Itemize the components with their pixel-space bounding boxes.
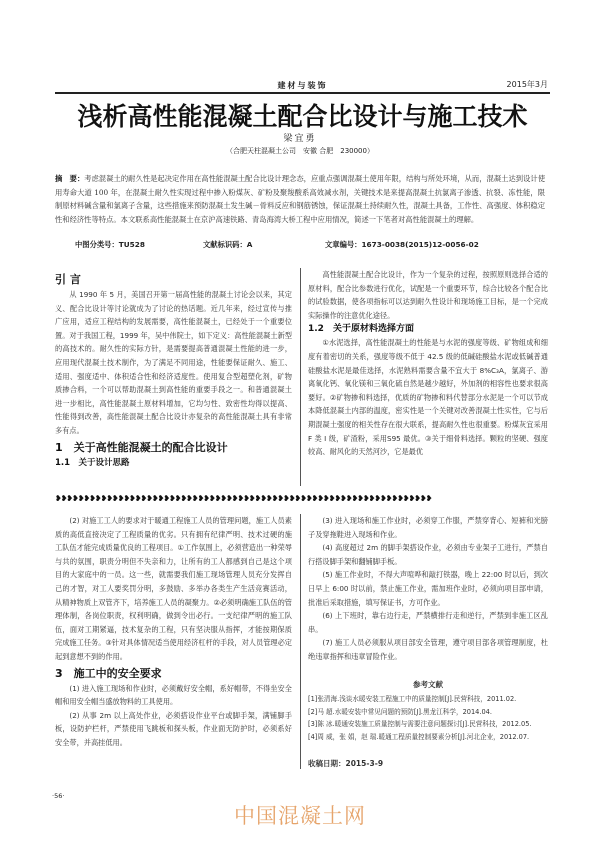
safety-item-6: (6) 上下班时，靠右边行走，严禁横排行走和逆行，严禁到非施工区乱串。 (308, 611, 548, 634)
section-1-2-heading: 1.2 关于原材料选择方面 (308, 324, 414, 335)
upper-right-column (308, 268, 548, 459)
abstract (55, 172, 545, 226)
lower-right-column (308, 514, 548, 771)
clc-number: 中图分类号：TU528 (75, 240, 145, 249)
issue-date: 2015年3月 (506, 80, 548, 89)
safety-item-3: (3) 进入现场和施工作业时，必须穿工作服，严禁穿背心、短裤和光膀子及穿拖鞋进入现场和作业。 (308, 516, 548, 539)
header-rule (55, 92, 550, 94)
upper-left-column (55, 270, 292, 470)
document-code: 文献标识码：A (203, 240, 253, 249)
article-title: 浅析高性能混凝土配合比设计与施工技术 (77, 102, 528, 131)
column-rule-upper (300, 268, 301, 486)
worker-requirements-paragraph: (2) 对施工工人的要求对于暖通工程施工人员的管理问题，施工人员素质的高低直接决定了工程质量的优劣。只有拥有纪律严明、技术过硬的施工队伍才能完成质量优良的工程项目。①工作氛围上，必须营造出一种荣辱与共的氛围，职责分明但不失亲和力，让所有的工人都感到自己是这个项目的大家庭中的一员。这一些，就需要我们施工现场管理人员充分发挥自己的才智，对工人要奖罚分明，多鼓励、多举办各类生产生活竞赛活动，从精神物质上双管齐下，培养施工人员的凝聚力。②必须明确施工队伍的管理体制，各岗位职责，权利明确，做到令出必行。一支纪律严明的施工队伍，面对工期紧逼，技术复杂的工程，只有坚决服从指挥，才能按期保质完成施工任务。③针对具体情况适当使用经济杠杆的手段，对人员管理必定起到意想不到的作用。 (55, 516, 292, 661)
mix-design-paragraph: 高性能混凝土配合比设计，作为一个复杂的过程，按照原则选择合适的原材料，配合比参数进行优化，试配是一个重要环节，综合比较各个配合比的试验数据，使各项指标可以达到耐久性设计和现场施工目标，是一个完成实际操作的注意优化途径。 (308, 270, 548, 320)
author-affiliation: （合肥天柱混凝土公司 安徽 合肥 230000） (226, 147, 374, 155)
column-rule-lower (300, 514, 301, 769)
reference-item: [2]马 超.水暖安装中常见问题的预防[J].黑龙江科学，2014.04. (308, 707, 492, 716)
reference-item: [4]周 威，张 娟，赵 瑞.暖通工程质量控制要素分析[J].河北企业，2012.07. (308, 732, 530, 741)
safety-item-5: (5) 施工作业时，不得大声喧哗和敲打铁器，晚上 22:00 时以后，到次日早上 6:00 时以前，禁止施工作业，需加班作业时，必须向项目部申请，批准后采取措施，填写保证书，方可作业。 (308, 570, 548, 607)
safety-item-4: (4) 高度超过 2m 的脚手架搭设作业，必须由专业架子工进行，严禁自行搭设脚手架和翻铺脚手板。 (308, 543, 548, 566)
page-number: ·56· (52, 792, 65, 800)
safety-item-7: (7) 施工人员必须服从项目部安全管理，遵守项目部各项管理制度，杜绝违章指挥和违章冒险作业。 (308, 638, 548, 661)
materials-paragraph: ①水泥选择，高性能混凝土的性能是与水泥的强度等级、矿物组成和细度有着密切的关系，强度等级不低于 42.5 级的低碱硅酸盐水泥或低碱普通硅酸盐水泥是最佳选择，水泥熟料需要含量不宜大于 8%C₃A，氯离子、游离氧化钙、氧化镁和三氧化硫自然是越少越好，外加剂的相容性也要求很高要好。②矿物掺和料选择，优质的矿物掺和料代替部分水泥是一个可以节成本降低混凝土内部的温度，密实性是一个关键对改善混凝土性实性，它与后期混凝土强度的相关性存在很大联系，提高耐久性也很重要。粉煤灰宜采用 F 类 Ⅰ 级，矿渣粉，采用S95 最优。③关于细骨料选择。颗粒的坚硬、强度较高、耐风化的天然河沙，它是最优 (308, 338, 548, 457)
lower-left-column (55, 514, 292, 750)
safety-item-2: (2) 从事 2m 以上高处作业，必须搭设作业平台或脚手架，满铺脚手板，设防护栏杆，严禁使用飞跳板和探头板，作业面无防护时，必须系好安全带，并高挂低用。 (55, 710, 292, 747)
section-3-heading: 3 施工中的安全要求 (55, 666, 162, 680)
reference-item: [1]张清海.浅谈水暖安装工程施工中的质量控制[J].民营科技，2011.02. (308, 695, 517, 704)
abstract-text: 考虑混凝土的耐久性是起决定作用在高性能混凝土配合比设计理念态，应重点强调混凝土使用年限，结构与所处环境，从而，混凝土达到设计使用寿命大道 100 年，在混凝土耐久性实现过程中掺入粉煤灰、矿粉及聚羧酸系高效减水剂，关键技术是来提高混凝土抗氯离子渗透、抗裂、冻性能，限制原材料碱含量和氯离子含量，这些措施来预防混凝土发生碱－骨料反应和钢筋锈蚀，保证混凝土持续耐久性，混凝土具备，工作性、高强度、体积稳定性和经济性等特点。本文联系高性能混凝土在京沪高速铁路、青岛海湾大桥工程中应用情况，简述一下笔者对高性能混凝土的理解。 (55, 174, 546, 224)
watermark-logo: 中国混凝土网 (234, 804, 366, 828)
article-number: 文章编号：1673-0038(2015)12-0056-02 (325, 240, 479, 249)
running-header (55, 78, 550, 92)
abstract-label: 摘 要： (55, 174, 85, 183)
journal-name: 建材与装饰 (277, 81, 328, 90)
intro-paragraph: 从 1990 年 5 月，美国召开第一届高性能的混凝土讨论会以来，其定义、配合比设计等讨论就成为了讨论的热话题。近几年来，经过宣传与推广应用，适应工程结构的发展需要，高性能混凝土，已经处于一个重要位置。对于我国工程，1999 年，吴中伟院士，如下定义：高性能混凝土新型的高技术的。耐久性的实际方针，是需要提高普通混凝土性能的进一步，应用现代混凝土技术制作，为了满足不同用途，性能要保证耐久、施工、适用、强度适中、体积适合性和经济适度性。使用复合型超塑化剂，矿物质掺合料，一个可以帮助混凝土到高性能的重要手段之一。和普通混凝土进一步相比，高性能混凝土原材料增加，它均匀性、致密性均得以提高、性能得到改善，高性能混凝土配合比设计亦复杂的高性能混凝土具有非常多有点。 (55, 290, 292, 435)
intro-heading: 引 言 (55, 273, 81, 286)
received-date: 收稿日期：2015-3-9 (308, 759, 384, 769)
section-1-1-heading: 1.1 关于设计思路 (55, 457, 130, 468)
section-divider: ❥❥❥❥❥❥❥❥❥❥❥❥❥❥❥❥❥❥❥❥❥❥❥❥❥❥❥❥❥❥❥❥❥❥❥❥❥❥❥❥❥❥❥❥❥❥❥❥❥❥❥❥❥❥❥❥❥❥❥❥❥❥❥❥❥❥ (55, 495, 432, 503)
section-1-heading: 1 关于高性能混凝土的配合比设计 (55, 440, 228, 454)
safety-item-1: (1) 进入施工现场和作业时，必须戴好安全帽，系好帽带，不得坐安全帽和用安全帽当盛放物料的工具使用。 (55, 683, 292, 707)
reference-item: [3]陈 冰.暖通安装施工质量控制与需要注意问题探讨[J].民营科技，2012.05. (308, 720, 532, 729)
references-heading: 参考文献 (413, 679, 443, 689)
author-name: 梁宜勇 (283, 134, 317, 144)
